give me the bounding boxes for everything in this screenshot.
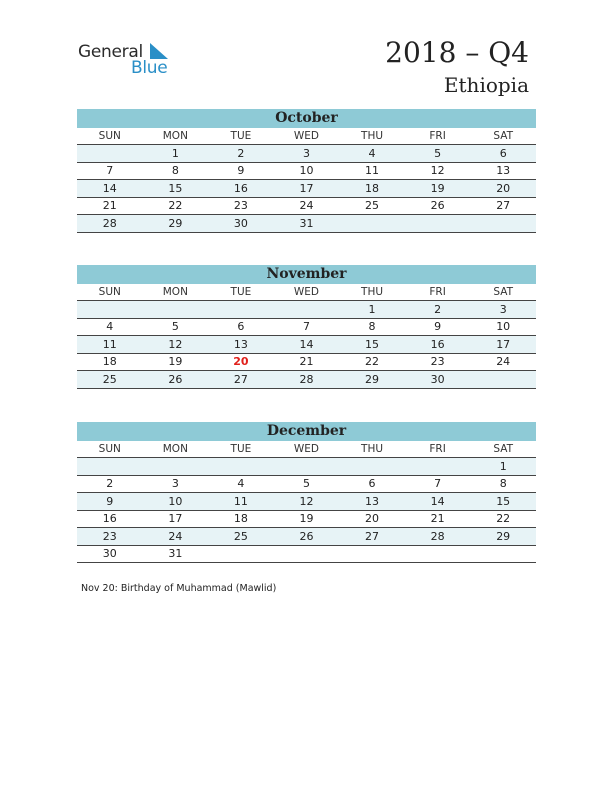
day-cell: 31 [274,215,340,233]
day-cell: 2 [77,475,143,493]
weekday-header: WED [274,128,340,145]
day-cell: 19 [143,353,209,371]
weekday-header: FRI [405,441,471,458]
empty-day-cell [143,458,209,476]
generalblue-logo [78,40,178,80]
weekday-header: WED [274,284,340,301]
day-cell: 23 [208,197,274,215]
day-cell: 1 [143,145,209,163]
day-cell: 23 [77,528,143,546]
day-cell: 7 [77,162,143,180]
day-cell: 26 [274,528,340,546]
day-cell: 25 [77,371,143,389]
day-cell: 16 [208,180,274,198]
day-cell: 29 [470,528,536,546]
empty-day-cell [143,301,209,319]
day-cell: 30 [405,371,471,389]
day-cell: 5 [143,318,209,336]
day-cell: 11 [77,336,143,354]
week-row [77,162,536,180]
day-cell: 4 [77,318,143,336]
empty-day-cell [405,545,471,563]
week-row [77,510,536,528]
day-cell: 30 [77,545,143,563]
weekday-header: THU [339,128,405,145]
day-cell: 22 [143,197,209,215]
empty-day-cell [405,215,471,233]
weekday-header: SUN [77,284,143,301]
day-cell: 4 [208,475,274,493]
empty-day-cell [77,458,143,476]
empty-day-cell [339,215,405,233]
day-cell: 24 [143,528,209,546]
week-row [77,528,536,546]
day-cell: 21 [405,510,471,528]
day-cell: 11 [339,162,405,180]
weekday-header: MON [143,441,209,458]
day-cell: 6 [339,475,405,493]
day-cell: 24 [274,197,340,215]
day-cell: 1 [339,301,405,319]
day-cell: 10 [143,493,209,511]
empty-day-cell [470,371,536,389]
day-cell: 19 [274,510,340,528]
month-title: October [77,109,536,128]
day-cell: 16 [77,510,143,528]
day-cell: 12 [143,336,209,354]
empty-day-cell [77,301,143,319]
day-cell: 23 [405,353,471,371]
month-november [77,265,536,389]
weekday-header: MON [143,128,209,145]
day-cell: 5 [274,475,340,493]
week-row [77,180,536,198]
day-cell: 9 [77,493,143,511]
day-cell: 29 [143,215,209,233]
empty-day-cell [77,145,143,163]
day-cell: 25 [208,528,274,546]
day-cell: 12 [274,493,340,511]
weekday-header: SAT [470,284,536,301]
week-row [77,493,536,511]
day-cell: 2 [405,301,471,319]
day-cell: 20 [470,180,536,198]
day-cell: 27 [208,371,274,389]
empty-day-cell [470,215,536,233]
day-cell: 18 [77,353,143,371]
day-cell: 18 [208,510,274,528]
week-row [77,371,536,389]
day-cell: 21 [274,353,340,371]
day-cell: 27 [339,528,405,546]
calendar-grid [77,128,536,233]
day-cell: 7 [405,475,471,493]
weekday-header: SUN [77,441,143,458]
week-row [77,301,536,319]
calendar-grid [77,284,536,389]
day-cell: 27 [470,197,536,215]
day-cell: 28 [77,215,143,233]
day-cell: 1 [470,458,536,476]
weekday-header: TUE [208,128,274,145]
empty-day-cell [208,301,274,319]
weekday-header: FRI [405,284,471,301]
week-row [77,545,536,563]
weekday-header: SAT [470,128,536,145]
day-cell: 16 [405,336,471,354]
day-cell: 26 [405,197,471,215]
day-cell: 31 [143,545,209,563]
week-row [77,475,536,493]
weekday-header: TUE [208,441,274,458]
week-row [77,353,536,371]
day-cell: 17 [470,336,536,354]
country-name: Ethiopia [443,73,529,97]
day-cell: 30 [208,215,274,233]
day-cell: 2 [208,145,274,163]
day-cell: 28 [274,371,340,389]
empty-day-cell [274,545,340,563]
weekday-header: THU [339,441,405,458]
weekday-header: TUE [208,284,274,301]
weekday-header: FRI [405,128,471,145]
day-cell: 24 [470,353,536,371]
day-cell: 6 [470,145,536,163]
weekday-header: THU [339,284,405,301]
day-cell: 17 [274,180,340,198]
day-cell: 3 [143,475,209,493]
day-cell: 15 [143,180,209,198]
day-cell: 10 [274,162,340,180]
day-cell: 10 [470,318,536,336]
day-cell: 8 [470,475,536,493]
day-cell: 18 [339,180,405,198]
day-cell: 14 [274,336,340,354]
weekday-header: MON [143,284,209,301]
holiday-note: Nov 20: Birthday of Muhammad (Mawlid) [81,583,277,594]
day-cell: 9 [208,162,274,180]
page-title: 2018 – Q4 [385,36,529,69]
calendar-grid [77,441,536,563]
week-row [77,336,536,354]
week-row [77,458,536,476]
day-cell: 9 [405,318,471,336]
day-cell: 5 [405,145,471,163]
empty-day-cell [339,458,405,476]
month-title: December [77,422,536,441]
day-cell: 11 [208,493,274,511]
weekday-header: SUN [77,128,143,145]
day-cell: 13 [470,162,536,180]
day-cell: 29 [339,371,405,389]
day-cell: 28 [405,528,471,546]
day-cell: 15 [470,493,536,511]
day-cell: 7 [274,318,340,336]
empty-day-cell [274,458,340,476]
day-cell: 20 [339,510,405,528]
month-december [77,422,536,563]
empty-day-cell [274,301,340,319]
logo-text-general: General [78,42,143,62]
day-cell: 3 [470,301,536,319]
day-cell: 6 [208,318,274,336]
day-cell: 14 [405,493,471,511]
week-row [77,145,536,163]
empty-day-cell [208,545,274,563]
day-cell: 25 [339,197,405,215]
day-cell: 13 [339,493,405,511]
week-row [77,318,536,336]
empty-day-cell [470,545,536,563]
day-cell: 17 [143,510,209,528]
week-row [77,197,536,215]
day-cell: 22 [339,353,405,371]
day-cell: 4 [339,145,405,163]
day-cell: 15 [339,336,405,354]
day-cell: 26 [143,371,209,389]
empty-day-cell [208,458,274,476]
holiday-day-cell: 20 [208,353,274,371]
empty-day-cell [405,458,471,476]
day-cell: 22 [470,510,536,528]
day-cell: 19 [405,180,471,198]
empty-day-cell [339,545,405,563]
day-cell: 8 [339,318,405,336]
day-cell: 3 [274,145,340,163]
day-cell: 8 [143,162,209,180]
day-cell: 13 [208,336,274,354]
month-october [77,109,536,233]
weekday-header: WED [274,441,340,458]
month-title: November [77,265,536,284]
logo-text-blue: Blue [131,58,168,78]
day-cell: 12 [405,162,471,180]
week-row [77,215,536,233]
day-cell: 14 [77,180,143,198]
weekday-header: SAT [470,441,536,458]
day-cell: 21 [77,197,143,215]
